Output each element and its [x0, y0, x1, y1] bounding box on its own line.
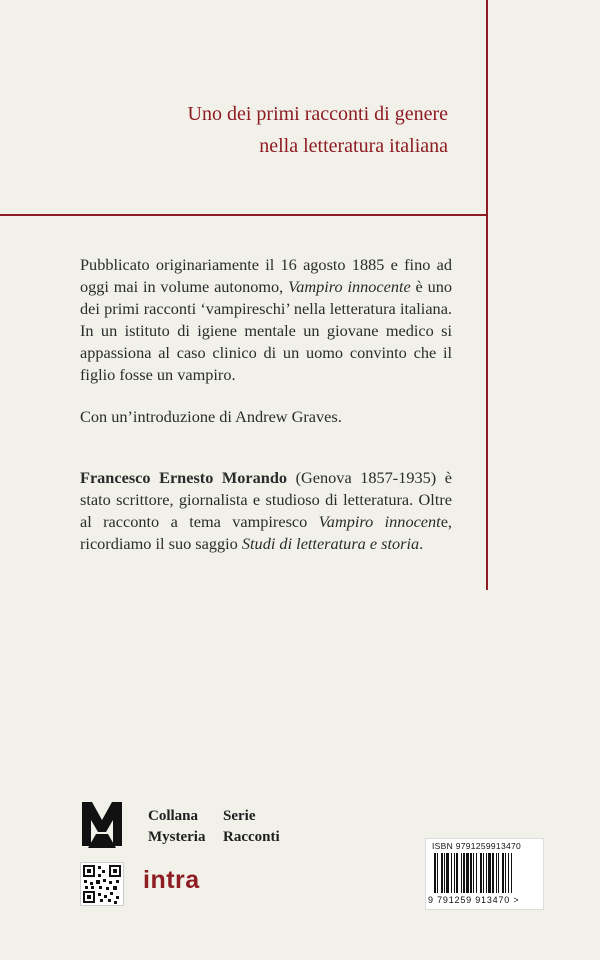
horizontal-rule	[0, 214, 488, 216]
barcode-bar	[498, 853, 499, 893]
publisher-logo: intra	[143, 866, 200, 894]
barcode-bar	[461, 853, 462, 893]
barcode-bar	[508, 853, 509, 893]
barcode-bar	[437, 853, 438, 893]
bio-title-1: Vampiro innocent	[318, 512, 441, 531]
bio-text-b: e, ricordiamo il suo saggio	[80, 512, 452, 553]
barcode-bar	[434, 853, 436, 893]
collection-name: Mysteria	[148, 829, 206, 845]
barcode-bar	[505, 853, 506, 893]
barcode-bar	[483, 853, 484, 893]
barcode-bar	[451, 853, 452, 893]
barcode-bar	[441, 853, 443, 893]
tagline	[188, 98, 448, 162]
series-label	[223, 806, 280, 848]
book-description	[80, 254, 452, 448]
description-paragraph	[80, 254, 452, 386]
book-title: Vampiro innocente	[288, 277, 411, 296]
qr-code-icon	[80, 862, 124, 906]
introduction-credit: Con un’introduzione di Andrew Graves.	[80, 407, 342, 426]
barcode-bar	[492, 853, 494, 893]
barcode-bars	[434, 853, 538, 893]
barcode-digits: 9 791259 913470 >	[428, 895, 520, 905]
mysteria-logo-icon	[80, 798, 124, 848]
barcode-bar	[454, 853, 455, 893]
barcode-bar	[456, 853, 458, 893]
isbn-label: ISBN 9791259913470	[432, 841, 522, 851]
vertical-rule	[486, 0, 488, 590]
series-name: Racconti	[223, 829, 280, 845]
barcode-bar	[470, 853, 472, 893]
bio-title-2: Studi di letteratura e storia	[241, 534, 420, 553]
tagline-line-2: nella letteratura italiana	[259, 135, 448, 157]
collection-heading: Collana	[148, 808, 199, 824]
barcode-bar	[486, 853, 487, 893]
collection-label	[148, 806, 205, 848]
barcode-bar	[496, 853, 497, 893]
bio-text-a: (Genova 1857-1935) è stato scrittore, giornalista e studioso di letteratura. Oltre al racconto a tema vampiresco	[80, 468, 452, 531]
barcode-bar	[476, 853, 477, 893]
tagline-line-1: Uno dei primi racconti di genere	[187, 103, 448, 125]
author-bio	[80, 467, 452, 555]
barcode-bar	[444, 853, 445, 893]
barcode-bar	[473, 853, 474, 893]
bio-paragraph	[80, 467, 452, 555]
barcode-bar	[463, 853, 465, 893]
description-text-a: Pubblicato originariamente il 16 agosto 1885 e fino ad oggi mai in volume autonomo,	[80, 255, 452, 296]
bio-text-c: .	[419, 534, 424, 553]
barcode-bar	[446, 853, 449, 893]
author-name: Francesco Ernesto Morando	[80, 468, 288, 487]
barcode-bar	[480, 853, 482, 893]
isbn-barcode	[425, 838, 544, 910]
barcode-bar	[511, 853, 512, 893]
series-heading: Serie	[223, 808, 256, 824]
description-text-b: è uno dei primi racconti ‘vampireschi’ nella letteratura italiana. In un istituto di igiene mentale un giovane medico si appassiona al caso clinico di un uomo convinto che il figlio fosse un vampiro.	[80, 277, 452, 384]
barcode-bar	[466, 853, 469, 893]
barcode-bar	[488, 853, 491, 893]
barcode-bar	[502, 853, 504, 893]
